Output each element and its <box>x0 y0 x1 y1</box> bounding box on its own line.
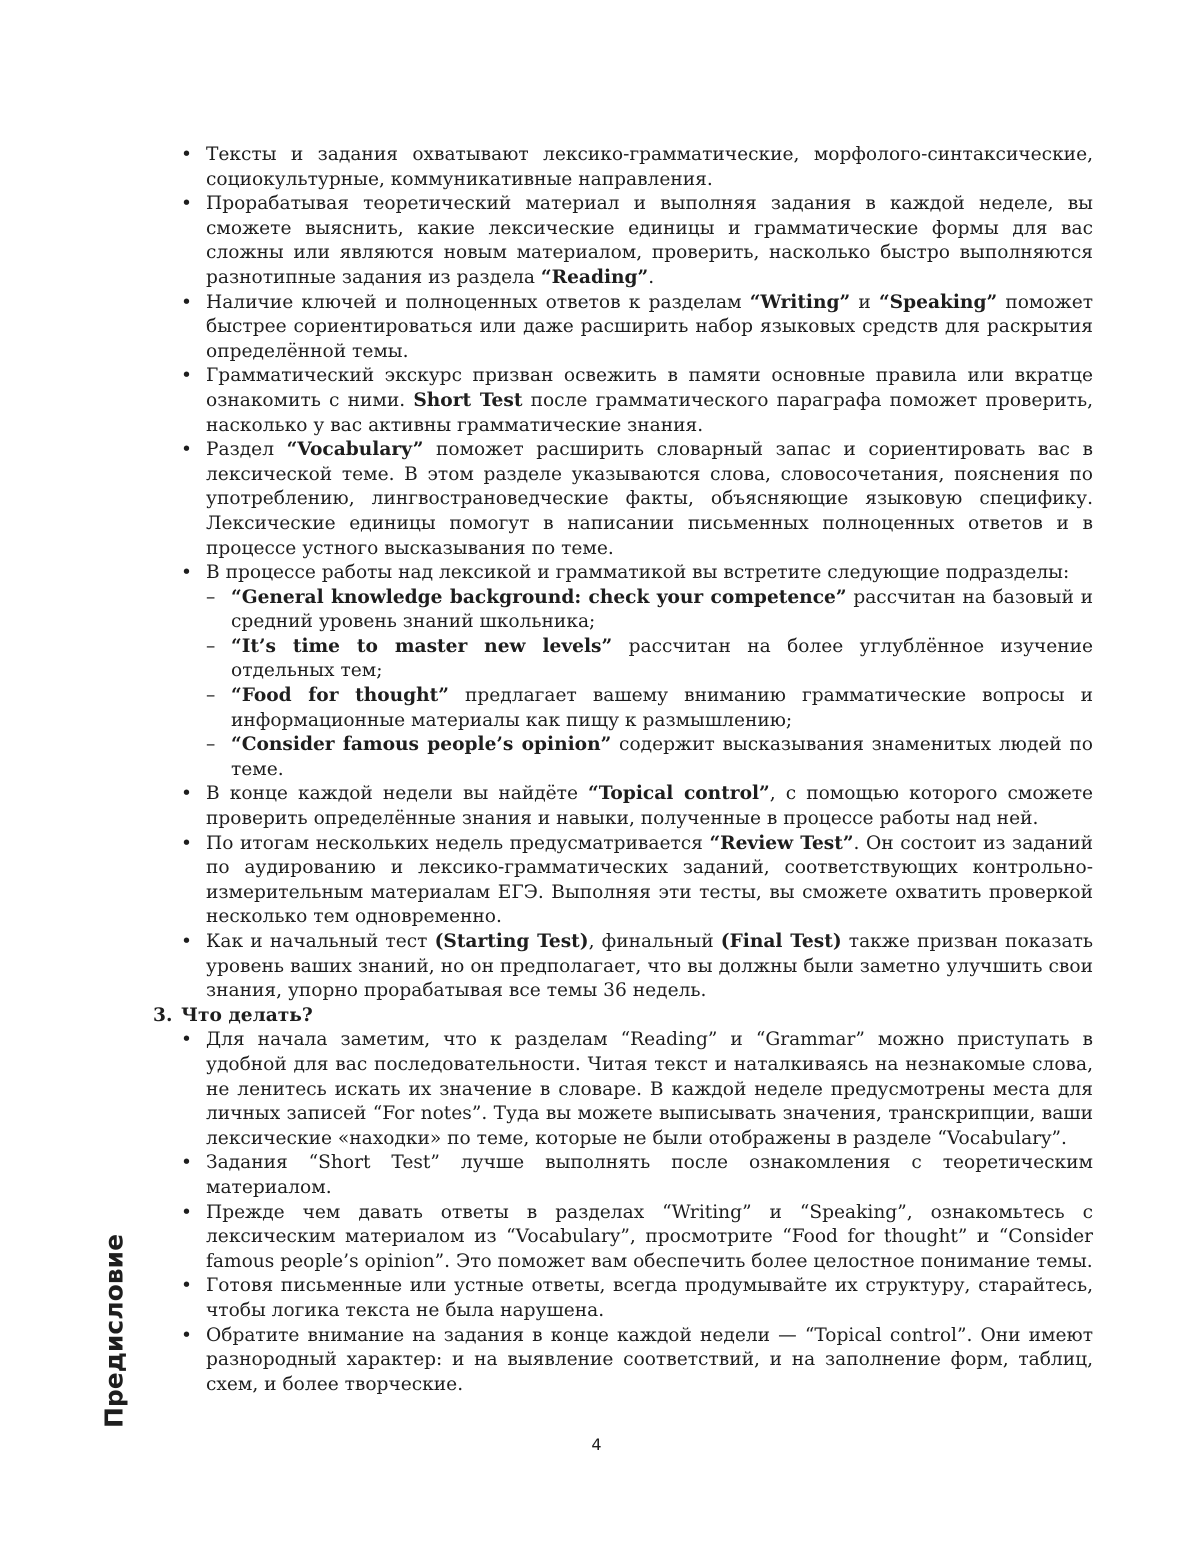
text-run: и <box>850 291 879 313</box>
list-item <box>181 930 1093 1004</box>
text-run: Тексты и задания охватывают лексико-грамматические, морфолого-синтаксические, социокультурные, коммуникативные направления. <box>206 144 1093 190</box>
list-item <box>181 1274 1093 1323</box>
list-item <box>181 1151 1093 1200</box>
page-body <box>153 143 1093 1397</box>
list-item <box>181 291 1093 365</box>
subsection-list <box>206 586 1093 783</box>
text-run: , с помощью которого сможете проверить определённые знания и навыки, полученные в процессе работы над ней. <box>206 783 1093 830</box>
bullet-list <box>181 782 1093 1003</box>
page-number: 4 <box>591 1435 602 1454</box>
text-run: рассчитан на более углублённое изучение отдельных тем; <box>231 635 1093 682</box>
text-run: В конце каждой недели вы найдёте <box>206 783 589 805</box>
list-item <box>181 143 1093 192</box>
bold-term: “Review Test” <box>709 832 854 854</box>
text-run: , финальный <box>588 931 721 952</box>
bold-term: “Writing” <box>749 291 851 313</box>
bold-term: (Final Test) <box>720 931 842 952</box>
sub-list-item <box>206 684 1093 733</box>
bold-term: “Consider famous people’s opinion” <box>231 734 612 756</box>
list-item <box>181 832 1093 930</box>
list-item <box>181 364 1093 438</box>
bold-term: “Food for thought” <box>231 685 449 707</box>
text-run: поможет быстрее сориентироваться или даже расширить набор языковых средств для раскрытия определённой темы. <box>206 291 1093 362</box>
bold-term: “Vocabulary” <box>286 439 424 461</box>
text-run: По итогам нескольких недель предусматривается <box>206 832 710 854</box>
text-run: Прорабатывая теоретический материал и выполняя задания в каждой неделе, вы сможете выяснить, какие лексические единицы и грамматические формы для вас сложны или являются новым материалом, проверить, насколько быстро выполняются разнотипные задания из раздела <box>206 193 1093 288</box>
text-run: Наличие ключей и полноценных ответов к разделам <box>206 291 750 313</box>
text-run: Задания “Short Test” лучше выполнять после ознакомления с теоретическим материалом. <box>206 1152 1093 1198</box>
text-run: Раздел <box>206 439 287 461</box>
bold-term: “Topical control” <box>588 783 770 805</box>
section-heading <box>153 1004 1093 1029</box>
text-run: . Он состоит из заданий по аудированию и лексико-грамматических заданий, соответствующих контрольно-измерительным материалам ЕГЭ. Выполняя эти тесты, вы сможете охватить проверкой несколько тем одновременно. <box>206 832 1093 928</box>
text-run: после грамматического параграфа поможет проверить, насколько у вас активны грамматические знания. <box>206 389 1093 436</box>
section-number: 3. <box>153 1004 173 1026</box>
list-item <box>181 1324 1093 1398</box>
list-item <box>181 782 1093 831</box>
text-run: Готовя письменные или устные ответы, всегда продумывайте их структуру, старайтесь, чтобы логика текста не была нарушена. <box>206 1275 1093 1321</box>
text-run: В процессе работы над лексикой и грамматикой вы встретите следующие подразделы: <box>206 562 1070 584</box>
list-item <box>181 1028 1093 1151</box>
bullet-list <box>181 143 1093 586</box>
text-run: . <box>648 266 655 288</box>
text-run: содержит высказывания знаменитых людей по теме. <box>231 734 1093 780</box>
bold-term: Short Test <box>413 389 523 411</box>
text-run: Прежде чем давать ответы в разделах “Writing” и “Speaking”, ознакомьтесь с лексическим материалом из “Vocabulary”, просмотрите “Food for thought” и “Consider famous people’s opinion”. Это поможет вам обеспечить более целостное понимание темы. <box>206 1201 1093 1272</box>
sub-list-item <box>206 635 1093 684</box>
list-item <box>181 561 1093 586</box>
text-run: рассчитан на базовый и средний уровень знаний школьника; <box>231 586 1093 633</box>
text-run: Как и начальный тест <box>206 931 435 952</box>
bold-term: “Reading” <box>540 266 649 288</box>
sub-list-item <box>206 586 1093 635</box>
bold-term: “General knowledge background: check your competence” <box>231 586 847 608</box>
side-chapter-label <box>94 1233 134 1428</box>
sub-list-item <box>206 733 1093 782</box>
chapter-title: Предисловие <box>99 1233 129 1428</box>
bullet-list <box>181 1028 1093 1397</box>
list-item <box>181 1201 1093 1275</box>
text-run: Обратите внимание на задания в конце каждой недели — “Topical control”. Они имеют разнородный характер: и на выявление соответствий, и на заполнение форм, таблиц, схем, и более творческие. <box>206 1324 1093 1395</box>
list-item <box>181 192 1093 290</box>
text-run: поможет расширить словарный запас и сориентировать вас в лексической теме. В этом разделе указываются слова, словосочетания, пояснения по употреблению, лингвострановедческие факты, объясняющие языковую специфику. Лексические единицы помогут в написании письменных полноценных ответов и в процессе устного высказывания по теме. <box>206 439 1093 559</box>
bold-term: “Speaking” <box>878 291 998 313</box>
bold-term: (Starting Test) <box>434 931 589 952</box>
text-run: также призван показать уровень ваших знаний, но он предполагает, что вы должны были заметно улучшить свои знания, упорно прорабатывая все темы 36 недель. <box>206 931 1093 1002</box>
list-item <box>181 438 1093 561</box>
section-title: Что делать? <box>181 1004 313 1026</box>
text-run: Грамматический экскурс призван освежить в памяти основные правила или вкратце ознакомить с ними. <box>206 365 1093 411</box>
text-run: предлагает вашему вниманию грамматические вопросы и информационные материалы как пищу к размышлению; <box>231 685 1093 731</box>
text-run: Для начала заметим, что к разделам “Reading” и “Grammar” можно приступать в удобной для вас последовательности. Читая текст и наталкиваясь на незнакомые слова, не ленитесь искать их значение в словаре. В каждой неделе предусмотрены места для личных записей “For notes”. Туда вы можете выписывать значения, транскрипции, ваши лексические «находки» по теме, которые не были отображены в разделе “Vocabulary”. <box>206 1029 1093 1149</box>
bold-term: “It’s time to master new levels” <box>231 635 613 657</box>
